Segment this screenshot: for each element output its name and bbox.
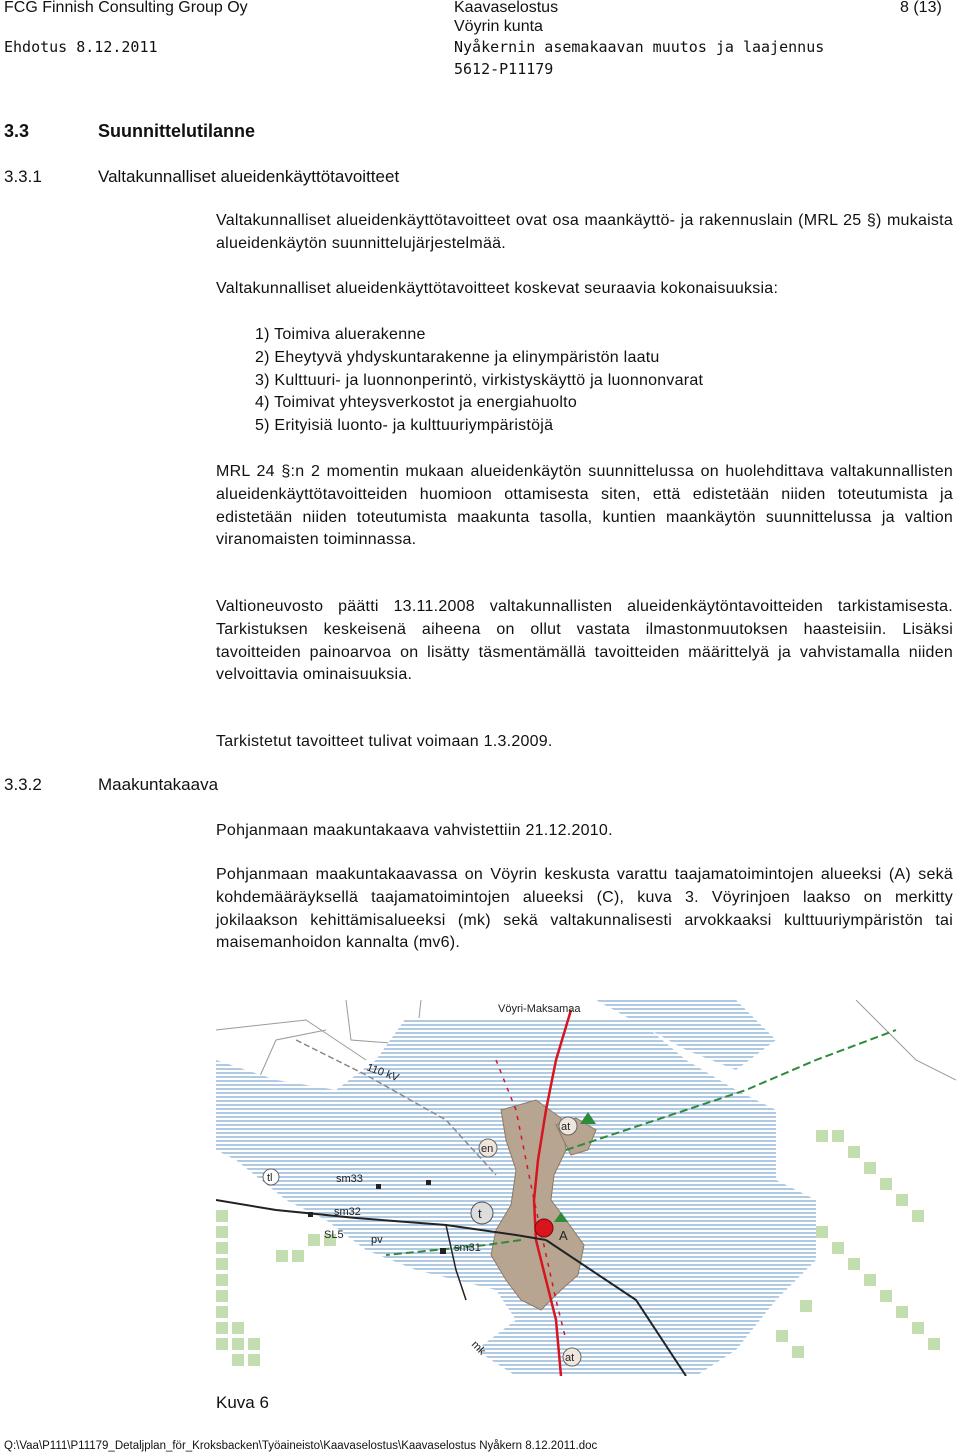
paragraph-5: Tarkistetut tavoitteet tulivat voimaan 1.3.2009. xyxy=(216,733,553,750)
header-doc-type: Kaavaselostus xyxy=(454,0,559,16)
map-label-sm32: sm32 xyxy=(334,1206,361,1218)
paragraph-2: Valtakunnalliset alueidenkäyttötavoitteet koskevat seuraavia kokonaisuuksia: xyxy=(216,280,779,297)
paragraph-3: MRL 24 §:n 2 momentin mukaan alueidenkäytön suunnittelussa on huolehdittava valtakunnallisten alueidenkäyttötavoitteiden huomioon ottamisesta siten, että edistetään niiden toteutumista ja edistetään niiden toteutumista maakunta tasolla, kuntien maankäytön suunnittelussa ja valtion viranomaisten toiminnassa. xyxy=(216,463,953,549)
map-label-mk: mk xyxy=(468,1338,488,1358)
header-proposal: Ehdotus 8.12.2011 xyxy=(4,38,158,56)
map-label-a: A xyxy=(559,1228,568,1243)
map-label-t: t xyxy=(478,1206,482,1221)
paragraph-1: Valtakunnalliset alueidenkäyttötavoitteet ovat osa maankäyttö- ja rakennuslain (MRL 25 §) mukaista alueidenkäytön suunnittelujärjestelmää. xyxy=(216,212,953,252)
subsection-1-title: Valtakunnalliset alueidenkäyttötavoitteet xyxy=(98,167,400,186)
map-label-sl5: SL5 xyxy=(324,1229,344,1241)
list-item: 3) Kulttuuri- ja luonnonperintö, virkistyskäyttö ja luonnonvarat xyxy=(255,371,704,389)
subsection-2-title: Maakuntakaava xyxy=(98,775,219,794)
paragraph-6: Pohjanmaan maakuntakaava vahvistettiin 21.12.2010. xyxy=(216,822,613,839)
map-label-sm31: sm31 xyxy=(454,1242,481,1254)
map-label-power-line: 110 kV xyxy=(364,1061,401,1085)
footer-path: Q:\Vaa\P111\P11179_Detaljplan_för_Kroksbacken\Työaineisto\Kaavaselostus\Kaavaselostus Nyåkern 8.12.2011.doc xyxy=(4,1440,598,1452)
paragraph-7: Pohjanmaan maakuntakaavassa on Vöyrin keskusta varattu taajamatoimintojen alueeksi (A) sekä kohdemääräyksellä taajamatoimintojen alueeksi (C), kuva 3. Vöyrinjoen laakso on merkitty jokilaakson kehittämisalueeksi (mk) sekä valtakunnalisesti arvokkaaksi kulttuuriympäristön tai maisemanhoidon kannalta (mv6). xyxy=(216,866,953,952)
list-item: 4) Toimivat yhteysverkostot ja energiahuolto xyxy=(255,394,577,412)
map-label-en: en xyxy=(481,1143,494,1155)
centre-marker xyxy=(535,1219,553,1237)
map-label-pv: pv xyxy=(371,1234,383,1246)
header-municipality: Vöyrin kunta xyxy=(454,18,543,35)
list-item: 5) Erityisiä luonto- ja kulttuuriympäristöjä xyxy=(255,417,554,435)
header-page-number: 8 (13) xyxy=(900,0,942,16)
subsection-1-number: 3.3.1 xyxy=(4,167,42,186)
section-number: 3.3 xyxy=(4,121,30,141)
header-plan-name: Nyåkernin asemakaavan muutos ja laajennus xyxy=(454,38,825,56)
map-label-at-bottom: at xyxy=(565,1352,575,1364)
list-item: 1) Toimiva aluerakenne xyxy=(255,326,426,343)
map-label-at: at xyxy=(561,1121,571,1133)
section-title: Suunnittelutilanne xyxy=(98,121,255,141)
header-project-code: 5612-P11179 xyxy=(454,60,554,78)
goals-list xyxy=(255,324,703,438)
figure-caption: Kuva 6 xyxy=(216,1393,269,1412)
regional-plan-map xyxy=(216,1000,956,1376)
list-item: 2) Eheytyvä yhdyskuntarakenne ja elinympäristön laatu xyxy=(255,348,660,366)
subsection-2-number: 3.3.2 xyxy=(4,775,42,794)
map-label-place: Vöyri-Maksamaa xyxy=(498,1003,581,1015)
paragraph-4: Valtioneuvosto päätti 13.11.2008 valtakunnallisten alueidenkäytöntavoitteiden tarkistamisesta. Tarkistuksen keskeisenä aiheena on ollut vastata ilmastonmuutoksen haasteisiin. Lisäksi tavoitteiden painoarvoa on lisätty täsmentämällä tavoitteiden määrittelyä ja vahvistamalla niiden velvoittavia ominaisuuksia. xyxy=(216,598,953,684)
header-company: FCG Finnish Consulting Group Oy xyxy=(4,0,248,16)
map-label-tl: tl xyxy=(267,1172,273,1184)
map-label-sm33: sm33 xyxy=(336,1173,363,1185)
